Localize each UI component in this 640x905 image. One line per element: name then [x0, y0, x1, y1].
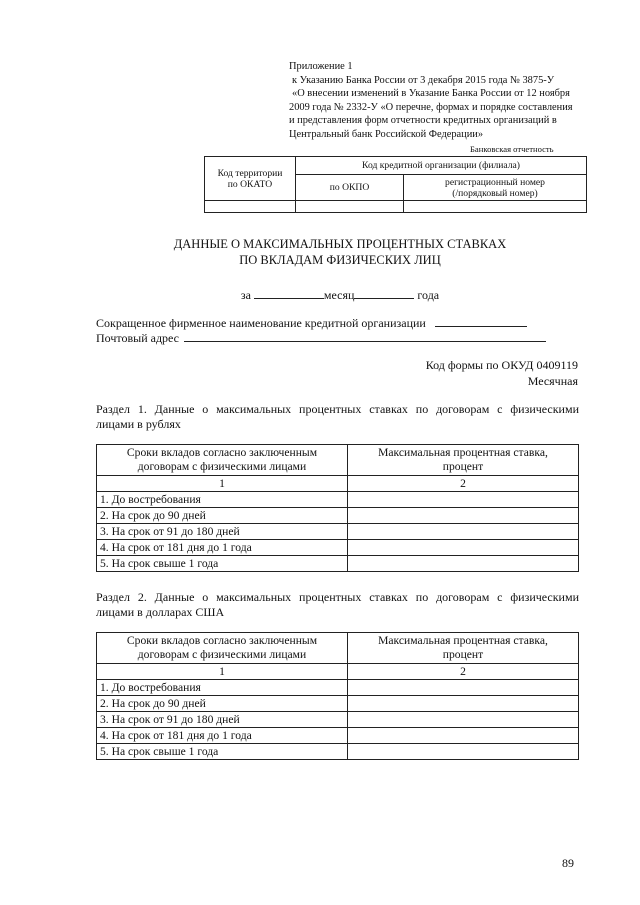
- term-cell: 2. На срок до 90 дней: [97, 508, 348, 524]
- rate-cell[interactable]: [348, 492, 579, 508]
- table-row: [97, 680, 579, 696]
- territory-code-label: Код территории: [217, 167, 283, 179]
- rates-table-rub: [96, 444, 579, 572]
- okato-label: по ОКАТО: [227, 178, 273, 190]
- postal-address-row: [96, 329, 546, 346]
- section-2-line1: Раздел 2. Данные о максимальных процентных ставках по договорам с физическими: [96, 590, 579, 604]
- term-header-line2: договорам с физическими лицами: [137, 460, 307, 473]
- okud-code: Код формы по ОКУД 0409119: [425, 358, 578, 372]
- term-cell: 4. На срок от 181 дня до 1 года: [97, 540, 348, 556]
- table-row: [97, 492, 579, 508]
- term-column-header: [97, 633, 348, 664]
- term-cell: 1. До востребования: [97, 680, 348, 696]
- rate-cell[interactable]: [348, 508, 579, 524]
- rate-column-header: [348, 633, 579, 664]
- reg-number-cell[interactable]: [404, 201, 587, 213]
- credit-org-code-label: Код кредитной организации (филиала): [296, 157, 587, 175]
- section-1-line2: лицами в рублях: [96, 416, 181, 431]
- okud-block: [426, 358, 578, 389]
- rate-cell[interactable]: [348, 524, 579, 540]
- period-blank-2[interactable]: [354, 286, 414, 299]
- rate-header-line1: Максимальная процентная ставка,: [378, 634, 548, 647]
- org-name-blank[interactable]: [435, 314, 527, 327]
- okpo-cell[interactable]: [296, 201, 404, 213]
- term-cell: 4. На срок от 181 дня до 1 года: [97, 728, 348, 744]
- rate-cell[interactable]: [348, 696, 579, 712]
- column-number: 2: [348, 664, 579, 680]
- form-title-line2: ПО ВКЛАДАМ ФИЗИЧЕСКИХ ЛИЦ: [239, 253, 441, 267]
- form-title-line1: ДАННЫЕ О МАКСИМАЛЬНЫХ ПРОЦЕНТНЫХ СТАВКАХ: [173, 237, 507, 251]
- term-cell: 5. На срок свыше 1 года: [97, 744, 348, 760]
- term-cell: 3. На срок от 91 до 180 дней: [97, 712, 348, 728]
- org-name-label: Сокращенное фирменное наименование кредитной организации: [96, 316, 426, 330]
- section-2-heading: [96, 590, 579, 619]
- reg-number-label: регистрационный номер: [445, 176, 545, 188]
- appendix-line: «О внесении изменений в Указание Банка России от 12 ноября: [292, 88, 570, 100]
- table-row: [97, 696, 579, 712]
- table-row: [97, 524, 579, 540]
- table-row: [97, 728, 579, 744]
- period-month-label: месяц: [323, 288, 355, 302]
- appendix-line: Приложение 1: [289, 61, 353, 72]
- rate-column-header: [348, 445, 579, 476]
- term-column-header: [97, 445, 348, 476]
- section-2-line2: лицами в долларах США: [96, 604, 225, 619]
- section-1-line1: Раздел 1. Данные о максимальных процентных ставках по договорам с физическими: [96, 402, 579, 416]
- postal-address-label: Почтовый адрес: [96, 331, 180, 345]
- period-year-label: года: [417, 288, 440, 302]
- table-row: [97, 556, 579, 572]
- section-1-heading: [96, 402, 579, 431]
- page-number: 89: [562, 856, 574, 870]
- okpo-label: по ОКПО: [296, 175, 404, 201]
- appendix-line: Центральный банк Российской Федерации»: [289, 128, 484, 140]
- term-cell: 5. На срок свыше 1 года: [97, 556, 348, 572]
- table-row: [97, 712, 579, 728]
- rate-cell[interactable]: [348, 712, 579, 728]
- codes-table: [204, 156, 587, 213]
- ordinal-number-label: (/порядковый номер): [452, 187, 538, 199]
- territory-code-header: [205, 157, 296, 201]
- table-row: [97, 508, 579, 524]
- period-za-label: за: [240, 288, 251, 302]
- rate-cell[interactable]: [348, 744, 579, 760]
- appendix-line: к Указанию Банка России от 3 декабря 2015 года № 3875-У: [292, 74, 555, 86]
- table-row: [97, 744, 579, 760]
- column-number: 2: [348, 476, 579, 492]
- rate-header-line2: процент: [442, 648, 484, 661]
- rate-header-line1: Максимальная процентная ставка,: [378, 446, 548, 459]
- table-row: [97, 540, 579, 556]
- appendix-line: и представления форм отчетности кредитных организаций в: [289, 115, 557, 127]
- appendix-header: [289, 60, 609, 142]
- term-header-line1: Сроки вкладов согласно заключенным: [126, 634, 318, 647]
- reporting-period: [100, 286, 580, 303]
- term-cell: 1. До востребования: [97, 492, 348, 508]
- rate-cell[interactable]: [348, 728, 579, 744]
- rate-cell[interactable]: [348, 540, 579, 556]
- periodicity: Месячная: [527, 373, 578, 388]
- reg-number-header: [404, 175, 587, 201]
- term-header-line2: договорам с физическими лицами: [137, 648, 307, 661]
- rate-cell[interactable]: [348, 680, 579, 696]
- rate-header-line2: процент: [442, 460, 484, 473]
- period-blank-1[interactable]: [254, 286, 324, 299]
- rate-cell[interactable]: [348, 556, 579, 572]
- column-number: 1: [97, 664, 348, 680]
- rates-table-usd: [96, 632, 579, 760]
- column-number: 1: [97, 476, 348, 492]
- bank-reporting-label: Банковская отчетность: [470, 144, 554, 154]
- term-header-line1: Сроки вкладов согласно заключенным: [126, 446, 318, 459]
- term-cell: 3. На срок от 91 до 180 дней: [97, 524, 348, 540]
- postal-address-blank[interactable]: [184, 329, 546, 342]
- territory-code-cell[interactable]: [205, 201, 296, 213]
- term-cell: 2. На срок до 90 дней: [97, 696, 348, 712]
- appendix-line: 2009 года № 2332-У «О перечне, формах и порядке составления: [289, 101, 573, 113]
